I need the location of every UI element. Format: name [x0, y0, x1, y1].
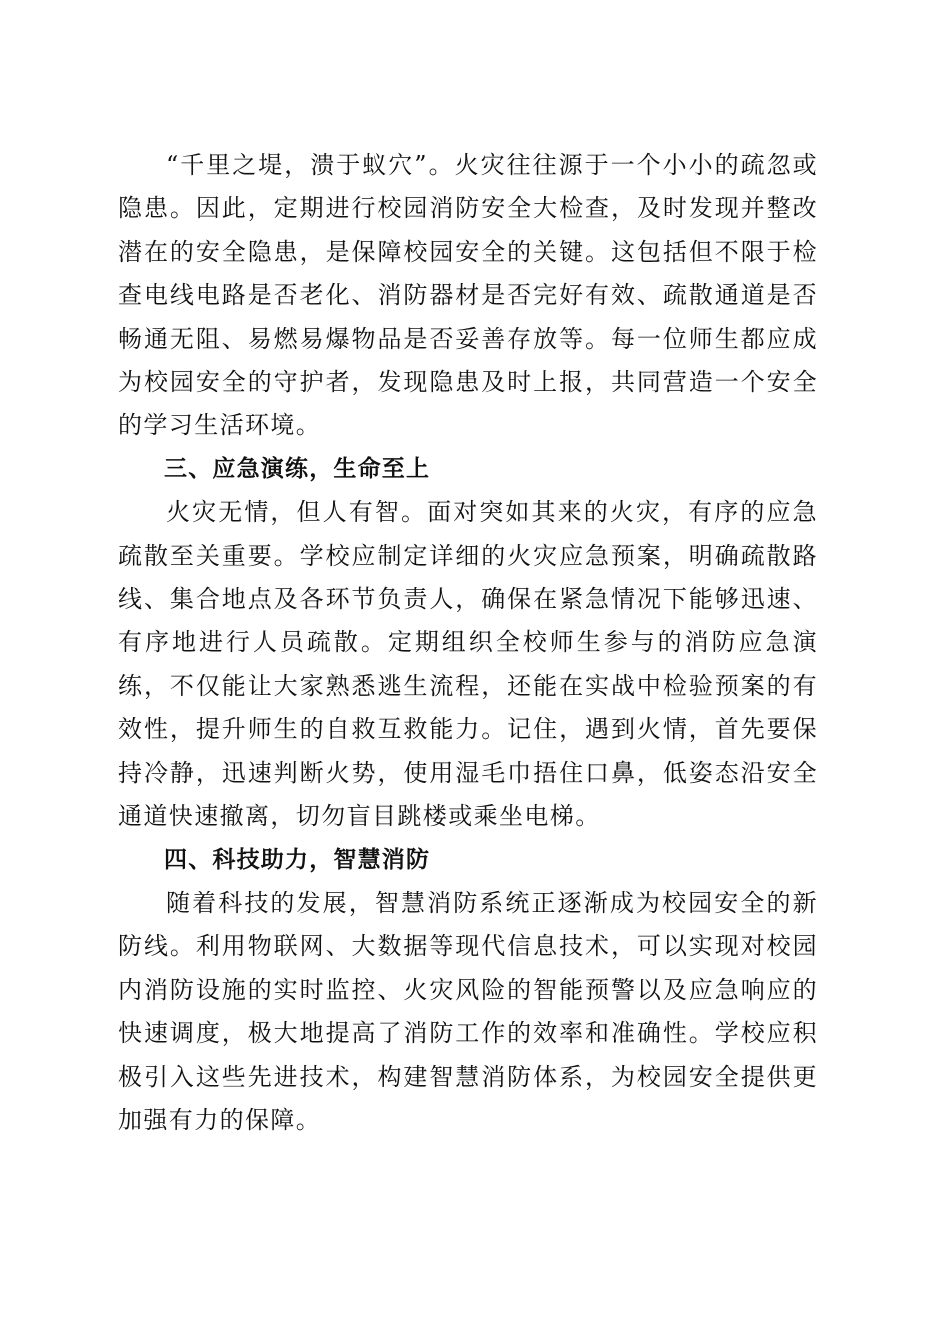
- paragraph-emergency-drill: 火灾无情，但人有智。面对突如其来的火灾，有序的应急疏散至关重要。学校应制定详细的火灾应急预案，明确疏散路线、集合地点及各环节负责人，确保在紧急情况下能够迅速、有序地进行人员疏散。定期组织全校师生参与的消防应急演练，不仅能让大家熟悉逃生流程，还能在实战中检验预案的有效性，提升师生的自救互救能力。记住，遇到火情，首先要保持冷静，迅速判断火势，使用湿毛巾捂住口鼻，低姿态沿安全通道快速撤离，切勿盲目跳楼或乘坐电梯。: [118, 498, 818, 831]
- section-heading-smart-fire-protection: 四、科技助力，智慧消防: [164, 846, 431, 873]
- document-body: [118, 144, 818, 1142]
- paragraph-smart-fire-protection: 随着科技的发展，智慧消防系统正逐渐成为校园安全的新防线。利用物联网、大数据等现代信息技术，可以实现对校园内消防设施的实时监控、火灾风险的智能预警以及应急响应的快速调度，极大地提高了消防工作的效率和准确性。学校应积极引入这些先进技术，构建智慧消防体系，为校园安全提供更加强有力的保障。: [118, 888, 818, 1134]
- section-heading-emergency-drill: 三、应急演练，生命至上: [164, 455, 431, 482]
- paragraph-hazard-inspection: “千里之堤，溃于蚁穴”。火灾往往源于一个小小的疏忽或隐患。因此，定期进行校园消防安全大检查，及时发现并整改潜在的安全隐患，是保障校园安全的关键。这包括但不限于检查电线电路是否老化、消防器材是否完好有效、疏散通道是否畅通无阻、易燃易爆物品是否妥善存放等。每一位师生都应成为校园安全的守护者，发现隐患及时上报，共同营造一个安全的学习生活环境。: [118, 151, 818, 440]
